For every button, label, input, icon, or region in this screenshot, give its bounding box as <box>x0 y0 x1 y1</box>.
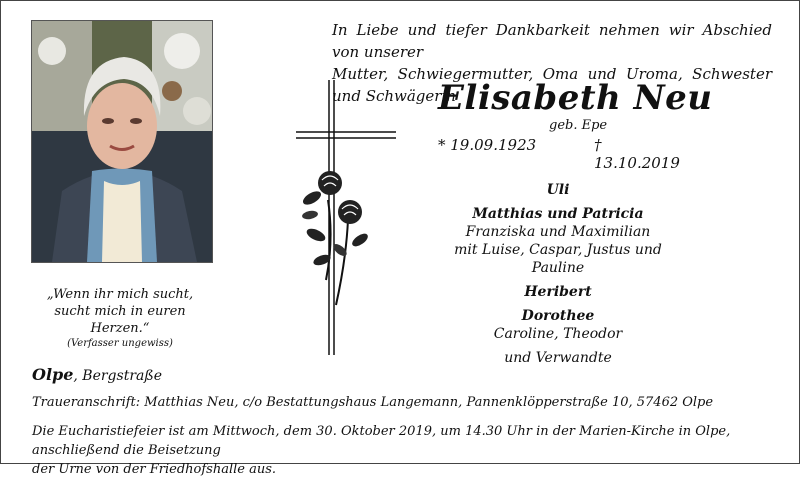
cross-with-roses-icon <box>296 80 396 355</box>
location-street: , Bergstraße <box>73 368 163 384</box>
mourner-8: und Verwandte <box>504 350 612 366</box>
location-city: Olpe <box>32 365 74 384</box>
mourning-address: Traueranschrift: Matthias Neu, c/o Bestattungshaus Langemann, Pannenklöpperstraße 10, 57462 Olpe <box>32 395 714 410</box>
mourners-list <box>428 181 688 367</box>
quote-author: (Verfasser ungewiss) <box>67 338 173 349</box>
mass-line-2: der Urne von der Friedhofshalle aus. <box>32 462 277 477</box>
intro-line-2: Mutter, Schwiegermutter, Oma und Uroma, Schwester und Schwägerin <box>332 65 772 105</box>
mourner-4: mit Luise, Caspar, Justus und Pauline <box>454 242 662 276</box>
funeral-mass-info <box>32 422 780 479</box>
mourner-5: Heribert <box>524 284 592 300</box>
mourner-6: Dorothee <box>521 308 595 324</box>
mass-line-1: Die Eucharistiefeier ist am Mittwoch, dem 30. Oktober 2019, um 14.30 Uhr in der Marien-Kirche in Olpe, anschließend die Beisetzung <box>32 424 731 458</box>
memorial-quote <box>28 286 212 351</box>
location <box>32 365 162 384</box>
quote-line-1: „Wenn ihr mich sucht, <box>46 287 194 302</box>
birth-date: * 19.09.1923 <box>438 136 537 154</box>
birth-name: geb. Epe <box>549 118 608 133</box>
mourner-1: Uli <box>546 182 570 198</box>
death-date: † 13.10.2019 <box>594 136 680 172</box>
mourner-7: Caroline, Theodor <box>493 326 623 342</box>
portrait-photo <box>31 20 213 263</box>
quote-line-2: sucht mich in euren Herzen.“ <box>54 304 186 336</box>
intro-line-1: In Liebe und tiefer Dankbarkeit nehmen wir Abschied von unserer <box>332 21 772 61</box>
deceased-name: Elisabeth Neu <box>438 78 713 118</box>
mourner-3: Franziska und Maximilian <box>465 224 651 240</box>
mourner-2: Matthias und Patricia <box>472 206 644 222</box>
